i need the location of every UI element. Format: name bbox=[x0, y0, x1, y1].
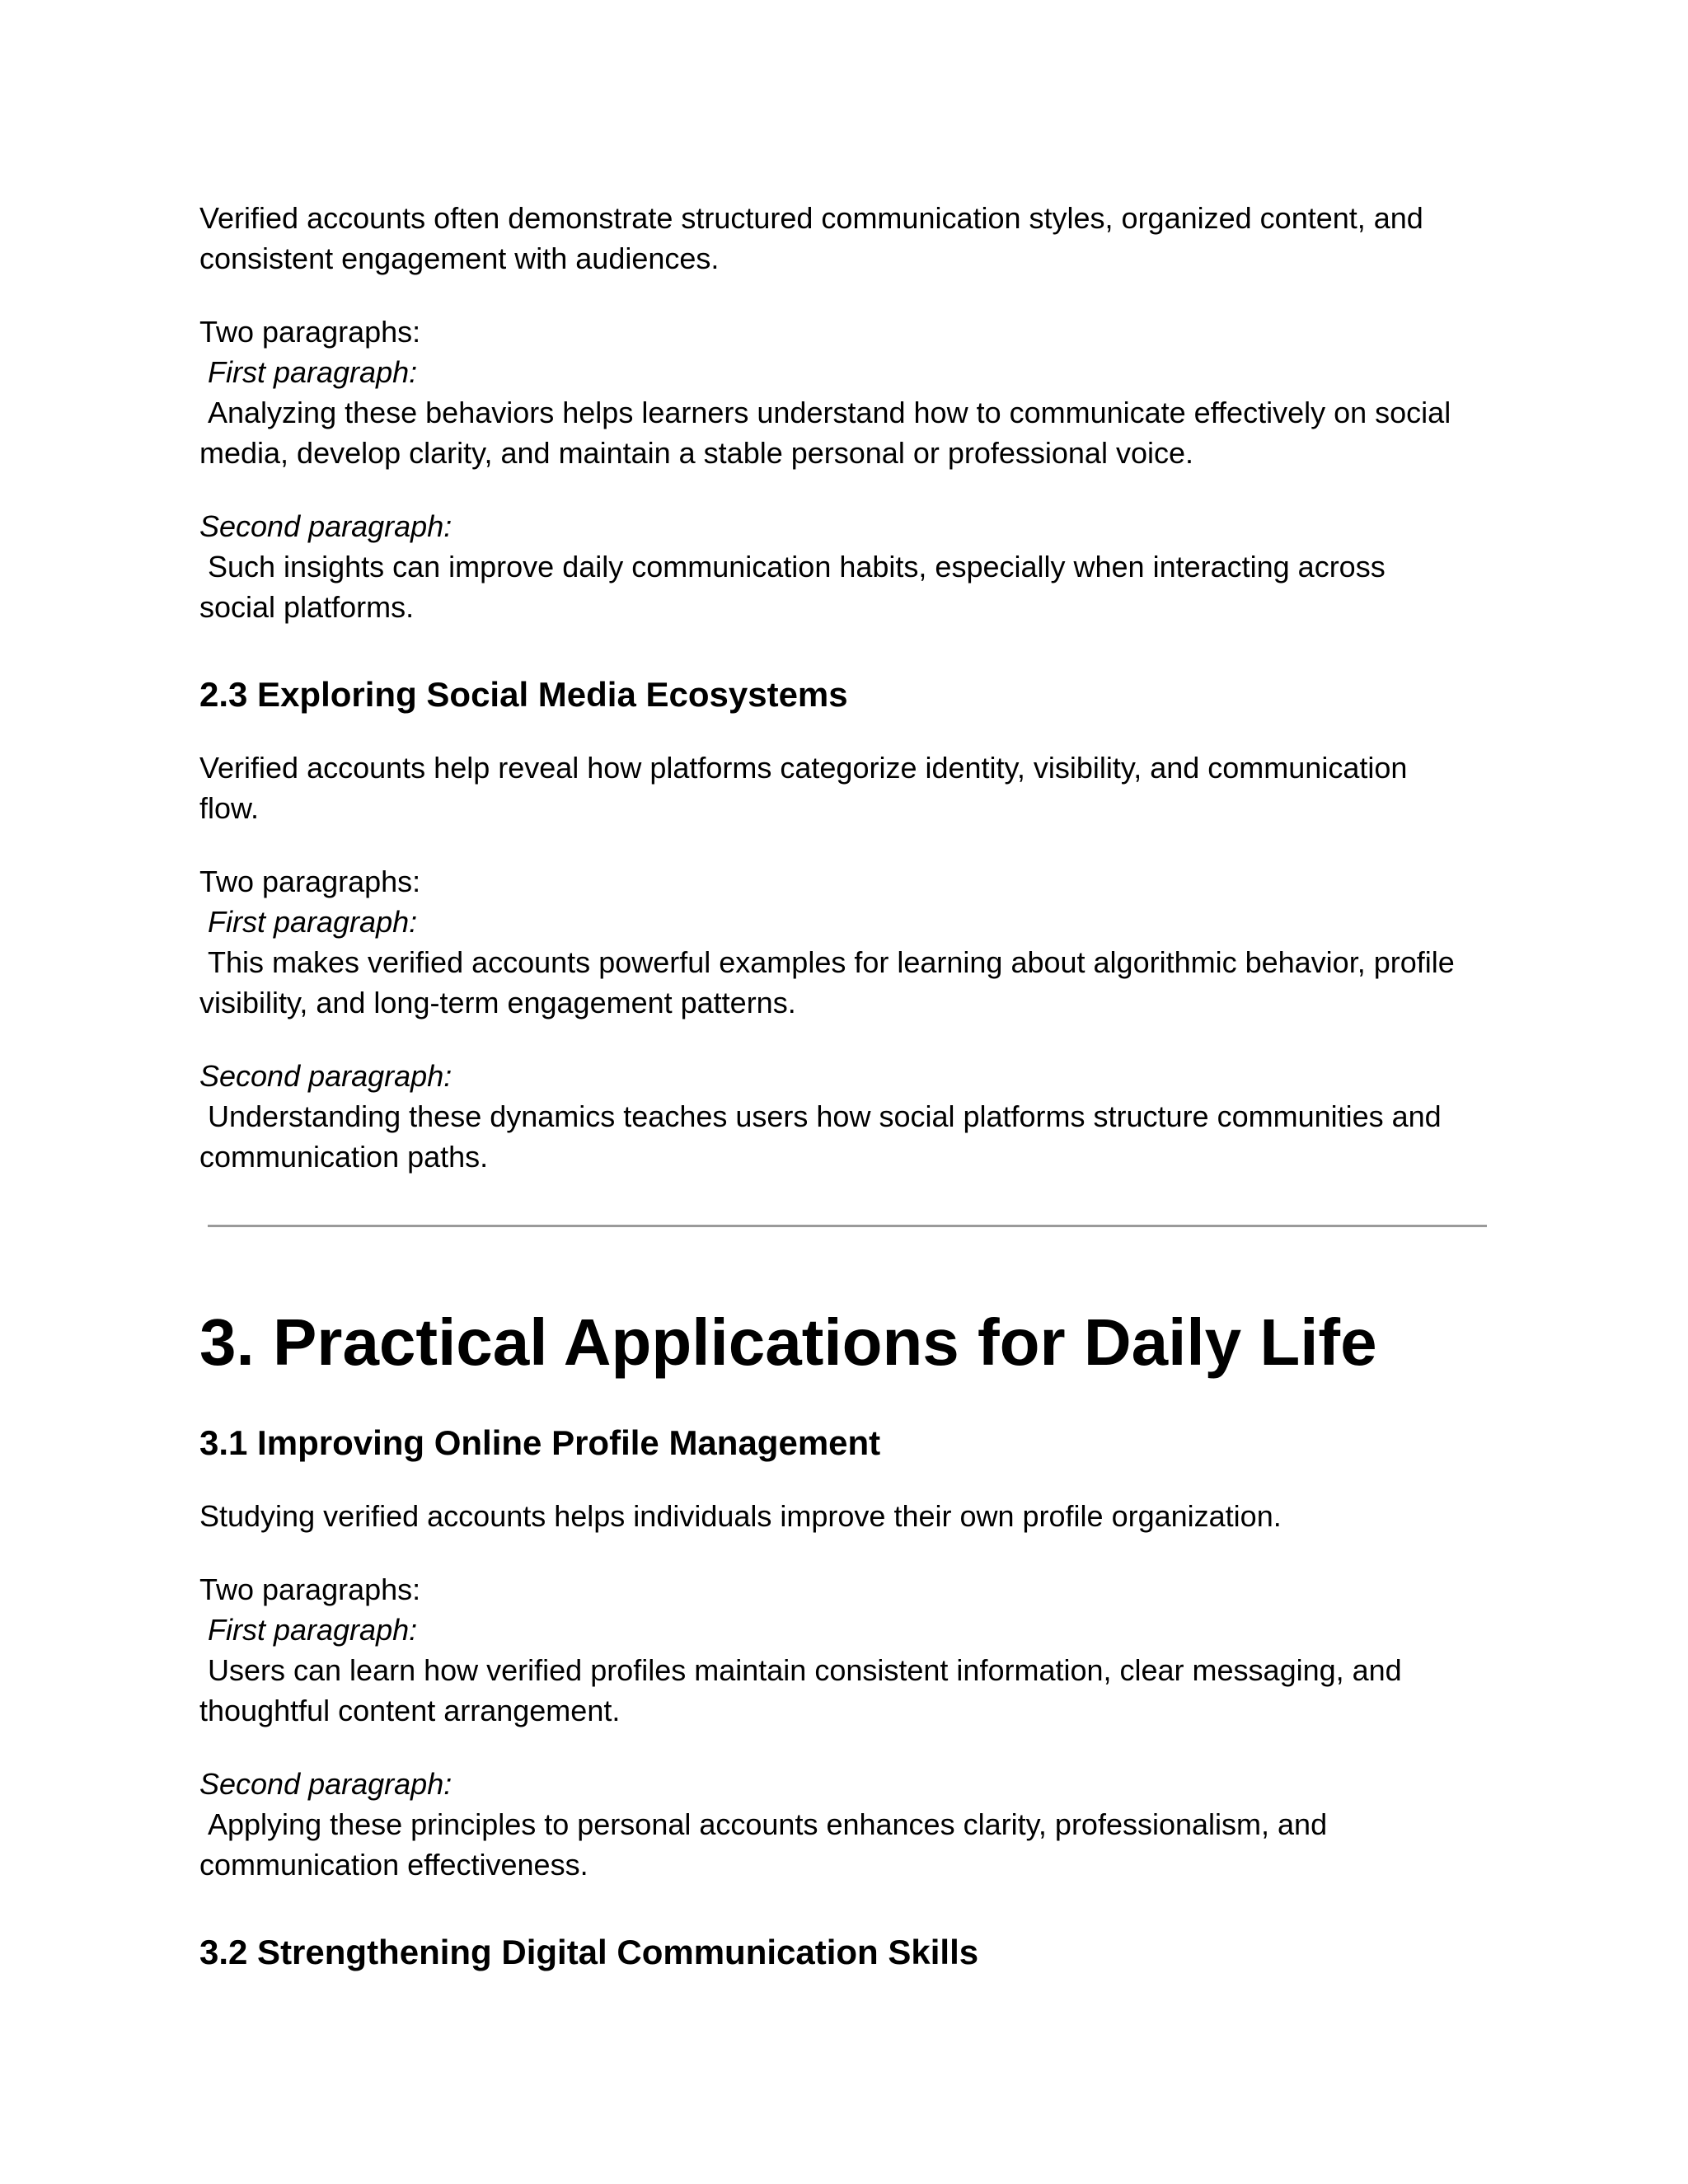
section-heading-3: 3. Practical Applications for Daily Life bbox=[199, 1305, 1377, 1379]
paragraph-intro-ecosystems: Verified accounts help reveal how platforms categorize identity, visibility, and communication flow. bbox=[199, 751, 1408, 825]
section-heading-2-3: 2.3 Exploring Social Media Ecosystems bbox=[199, 675, 848, 714]
first-paragraph-label: First paragraph: bbox=[208, 1613, 418, 1647]
two-paragraphs-block-behaviors bbox=[199, 312, 1461, 473]
second-paragraph-block-profile bbox=[199, 1764, 1419, 1885]
second-paragraph-text: Understanding these dynamics teaches users how social platforms structure communities and communication paths. bbox=[199, 1099, 1442, 1174]
section-heading-3-1: 3.1 Improving Online Profile Management bbox=[199, 1423, 881, 1462]
document-page bbox=[199, 198, 1493, 2005]
first-paragraph-text: Users can learn how verified profiles maintain consistent information, clear messaging, and thoughtful content arrangement. bbox=[199, 1653, 1402, 1727]
second-paragraph-text: Applying these principles to personal accounts enhances clarity, professionalism, and communication effectiveness. bbox=[199, 1807, 1328, 1882]
first-paragraph-text: This makes verified accounts powerful examples for learning about algorithmic behavior, profile visibility, and long-term engagement patterns. bbox=[199, 945, 1455, 1019]
two-paragraphs-label: Two paragraphs: bbox=[199, 1572, 421, 1606]
paragraph-intro-behaviors: Verified accounts often demonstrate structured communication styles, organized content, and consistent engagement with audiences. bbox=[199, 201, 1423, 275]
second-paragraph-label: Second paragraph: bbox=[199, 1059, 452, 1093]
two-paragraphs-block-ecosystems bbox=[199, 861, 1485, 1023]
two-paragraphs-label: Two paragraphs: bbox=[199, 315, 421, 349]
two-paragraphs-block-profile bbox=[199, 1569, 1461, 1731]
second-paragraph-label: Second paragraph: bbox=[199, 1767, 452, 1801]
section-heading-3-2: 3.2 Strengthening Digital Communication Skills bbox=[199, 1933, 979, 1971]
first-paragraph-text: Analyzing these behaviors helps learners understand how to communicate effectively on social media, develop clarity, and maintain a stable personal or professional voice. bbox=[199, 396, 1451, 470]
second-paragraph-block-behaviors bbox=[199, 506, 1461, 627]
horizontal-divider bbox=[208, 1225, 1487, 1227]
first-paragraph-label: First paragraph: bbox=[208, 355, 418, 389]
first-paragraph-label: First paragraph: bbox=[208, 905, 418, 939]
second-paragraph-text: Such insights can improve daily communication habits, especially when interacting across social platforms. bbox=[199, 550, 1386, 624]
paragraph-intro-profile: Studying verified accounts helps individuals improve their own profile organization. bbox=[199, 1499, 1282, 1533]
second-paragraph-label: Second paragraph: bbox=[199, 509, 452, 543]
second-paragraph-block-ecosystems bbox=[199, 1056, 1485, 1177]
two-paragraphs-label: Two paragraphs: bbox=[199, 865, 421, 898]
